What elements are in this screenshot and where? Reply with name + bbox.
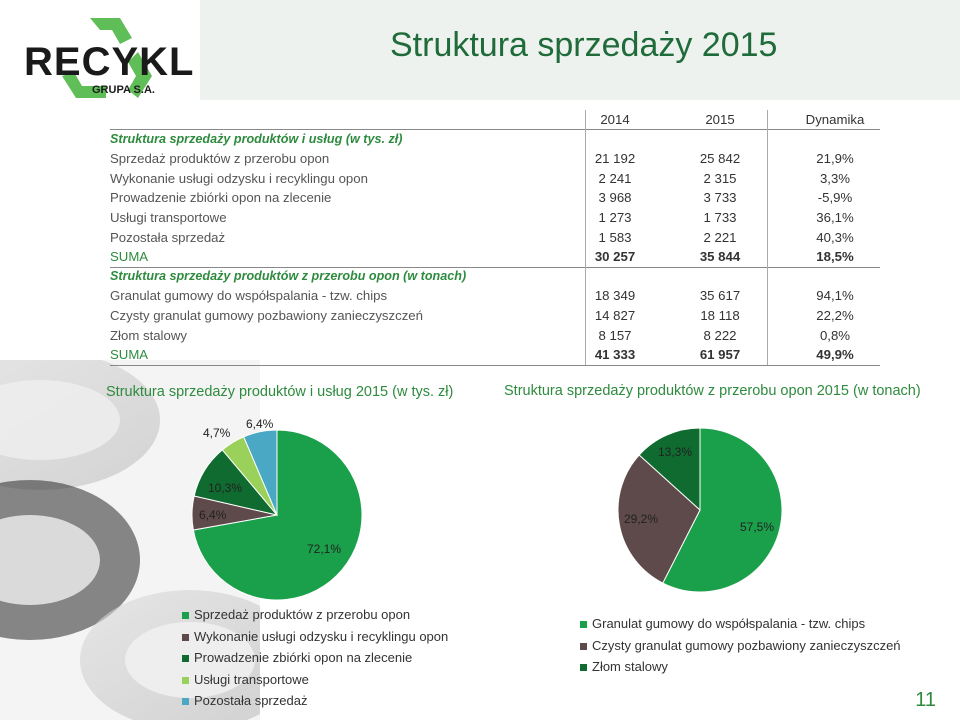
legend-item [182, 672, 448, 694]
cell-2015: 18 118 [700, 307, 740, 323]
legend-label: Złom stalowy [592, 659, 668, 675]
pie-data-label: 6,4% [246, 417, 274, 431]
cell-dynamika: -5,9% [817, 190, 853, 206]
cell-dynamika: 40,3% [816, 229, 854, 245]
sum-label: SUMA [110, 249, 149, 265]
section-title: Struktura sprzedaży produktów z przerobu opon (w tonach) [110, 268, 467, 283]
col-header-2015: 2015 [705, 112, 735, 127]
legend-swatch [580, 621, 587, 628]
cell-2014: 3 968 [598, 190, 632, 206]
cell-2015: 35 844 [699, 249, 741, 265]
cell-2015: 1 733 [703, 209, 737, 225]
page-number: 11 [915, 689, 936, 711]
row-label: Wykonanie usługi odzysku i recyklingu opon [110, 170, 368, 186]
legend-item [580, 659, 901, 681]
cell-dynamika: 0,8% [819, 327, 851, 343]
chart-title-products: Struktura sprzedaży produktów z przerobu opon 2015 (w tonach) [504, 383, 921, 399]
cell-2014: 18 349 [594, 288, 636, 304]
cell-dynamika: 49,9% [816, 347, 854, 363]
col-header-2014: 2014 [600, 112, 630, 127]
legend-item [182, 629, 448, 651]
legend-swatch [182, 655, 189, 662]
logo-subtext: GRUPA S.A. [92, 84, 155, 96]
legend-item [182, 607, 448, 629]
legend-label: Granulat gumowy do współspalania - tzw. chips [592, 616, 866, 631]
pie-data-label: 29,2% [624, 512, 659, 526]
row-label: Pozostała sprzedaż [110, 229, 226, 245]
slide-title: Struktura sprzedaży 2015 [390, 26, 778, 64]
cell-dynamika: 36,1% [816, 209, 854, 225]
cell-2014: 1 273 [598, 209, 632, 225]
pie-data-label: 13,3% [658, 445, 693, 459]
legend-swatch [182, 698, 189, 705]
legend-label: Pozostała sprzedaż [194, 693, 308, 709]
cell-2015: 2 221 [703, 229, 737, 245]
legend-item [580, 616, 901, 638]
cell-2015: 2 315 [703, 170, 737, 186]
legend-label: Usługi transportowe [194, 671, 309, 687]
legend-products [580, 616, 901, 681]
pie-data-label: 10,3% [208, 481, 243, 495]
legend-swatch [182, 677, 189, 684]
legend-swatch [580, 664, 587, 671]
legend-swatch [182, 634, 189, 641]
legend-label: Czysty granulat gumowy pozbawiony zanieczyszczeń [592, 637, 901, 653]
cell-2014: 8 157 [598, 327, 632, 343]
chart-title-services: Struktura sprzedaży produktów i usług 2015 (w tys. zł) [106, 384, 454, 400]
pie-data-label: 72,1% [307, 542, 342, 556]
cell-2014: 14 827 [594, 307, 636, 323]
cell-2015: 61 957 [699, 347, 741, 363]
pie-data-label: 4,7% [203, 426, 231, 440]
cell-dynamika: 3,3% [819, 170, 851, 186]
legend-services [182, 607, 448, 715]
cell-2014: 41 333 [594, 347, 636, 363]
cell-2014: 21 192 [594, 151, 636, 167]
legend-label: Sprzedaż produktów z przerobu opon [194, 607, 411, 622]
cell-2015: 8 222 [703, 327, 737, 343]
row-label: Złom stalowy [110, 327, 187, 343]
cell-dynamika: 18,5% [816, 249, 854, 265]
row-label: Czysty granulat gumowy pozbawiony zanieczyszczeń [110, 307, 423, 323]
cell-dynamika: 22,2% [816, 307, 854, 323]
cell-dynamika: 21,9% [816, 151, 854, 167]
cell-dynamika: 94,1% [816, 288, 854, 304]
row-label: Prowadzenie zbiórki opon na zlecenie [110, 190, 332, 206]
cell-2015: 35 617 [699, 288, 741, 304]
cell-2014: 2 241 [598, 170, 632, 186]
pie-data-label: 57,5% [740, 520, 775, 534]
legend-swatch [182, 612, 189, 619]
cell-2014: 30 257 [594, 249, 636, 265]
row-label: Usługi transportowe [110, 209, 227, 225]
section-title: Struktura sprzedaży produktów i usług (w tys. zł) [110, 131, 403, 146]
legend-item [580, 638, 901, 660]
cell-2015: 3 733 [703, 190, 737, 206]
pie-data-label: 6,4% [199, 508, 227, 522]
cell-2014: 1 583 [598, 229, 632, 245]
legend-label: Wykonanie usługi odzysku i recyklingu opon [194, 628, 449, 644]
row-label: Granulat gumowy do współspalania - tzw. chips [110, 288, 388, 304]
legend-item [182, 693, 448, 715]
legend-label: Prowadzenie zbiórki opon na zlecenie [194, 650, 413, 666]
col-header-dynamika: Dynamika [805, 112, 865, 127]
cell-2015: 25 842 [699, 151, 741, 167]
legend-swatch [580, 643, 587, 650]
row-label: Sprzedaż produktów z przerobu opon [110, 151, 330, 167]
sum-label: SUMA [110, 347, 149, 363]
logo-text: RECYKL [24, 40, 195, 84]
legend-item [182, 650, 448, 672]
